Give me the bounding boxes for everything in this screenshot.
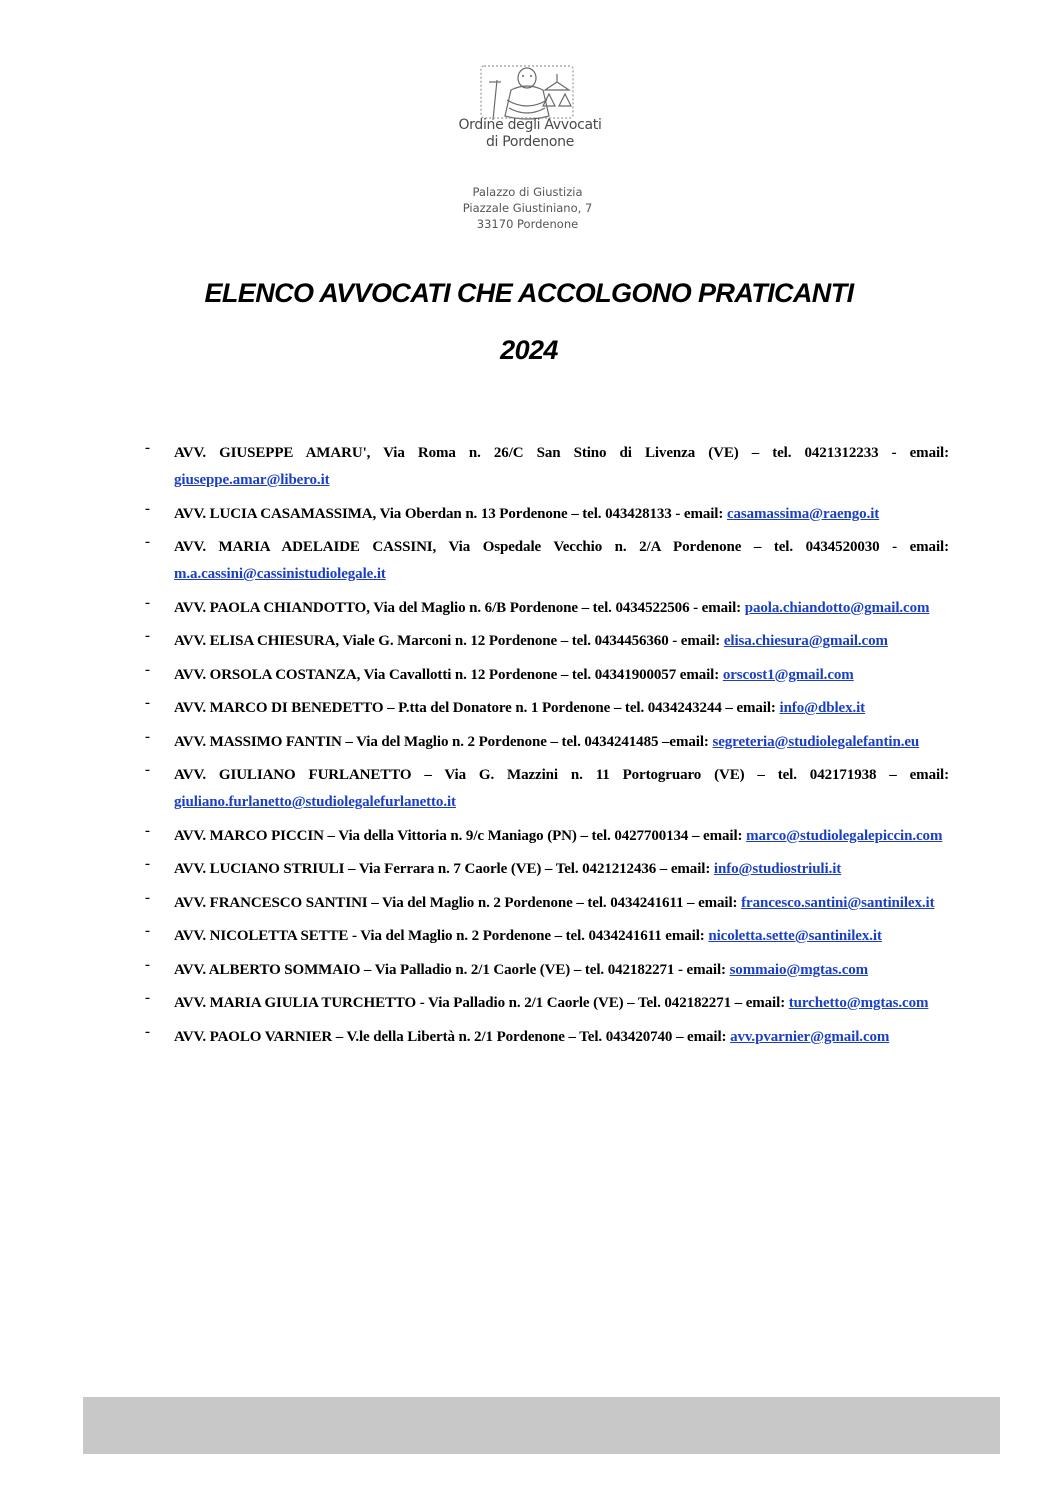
lawyer-entry [0, 501, 1058, 528]
list-marker: - [145, 695, 150, 711]
lawyer-details: AVV. GIULIANO FURLANETTO – Via G. Mazzini n. 11 Portogruaro (VE) – tel. 042171938 – email: [174, 767, 949, 783]
lawyer-details: AVV. ELISA CHIESURA, Viale G. Marconi n. 12 Pordenone – tel. 0434456360 - email: [174, 633, 721, 649]
lawyer-details: AVV. GIUSEPPE AMARU', Via Roma n. 26/C San Stino di Livenza (VE) – tel. 0421312233 - email: [174, 445, 949, 461]
email-link[interactable]: m.a.cassini@cassinistudiolegale.it [174, 566, 386, 582]
lawyer-entry [0, 440, 1058, 494]
lawyer-entry-text [174, 957, 949, 984]
justice-figure-seal-icon [437, 60, 617, 170]
footer-bar [83, 1397, 1000, 1454]
list-marker: - [145, 440, 150, 456]
list-marker: - [145, 728, 150, 745]
lawyer-list [0, 440, 1058, 1057]
email-link[interactable]: giuseppe.amar@libero.it [174, 472, 330, 488]
lawyer-entry-text [174, 595, 949, 622]
lawyer-details: AVV. MARIA GIULIA TURCHETTO - Via Palladio n. 2/1 Caorle (VE) – Tel. 042182271 – email: [174, 995, 786, 1011]
email-link[interactable]: sommaio@mgtas.com [729, 961, 869, 978]
lawyer-entry-text [174, 823, 949, 850]
lawyer-details: AVV. FRANCESCO SANTINI – Via del Maglio n. 2 Pordenone – tel. 0434241611 – email: [174, 894, 738, 911]
lawyer-entry-text [174, 856, 949, 883]
list-marker: - [145, 762, 150, 778]
address-line1: Palazzo di Giustizia [472, 185, 583, 199]
lawyer-entry-text [174, 890, 949, 917]
address-line3: 33170 Pordenone [476, 217, 579, 231]
org-name-line1: Ordine degli Avvocati [458, 117, 602, 133]
email-link[interactable]: turchetto@mgtas.com [788, 995, 929, 1011]
lawyer-entry [0, 628, 1058, 655]
lawyer-entry-text [174, 534, 949, 588]
lawyer-entry [0, 823, 1058, 850]
list-marker: - [145, 856, 150, 872]
lawyer-details: AVV. ALBERTO SOMMAIO – Via Palladio n. 2/1 Caorle (VE) – tel. 042182271 - email: [174, 961, 726, 978]
email-link[interactable]: elisa.chiesura@gmail.com [723, 633, 888, 649]
list-marker: - [145, 628, 150, 644]
email-link[interactable]: giuliano.furlanetto@studiolegalefurlanetto.it [174, 794, 456, 810]
email-link[interactable]: info@studiostriuli.it [713, 861, 842, 877]
lawyer-details: AVV. PAOLO VARNIER – V.le della Libertà n. 2/1 Pordenone – Tel. 043420740 – email: [174, 1028, 727, 1045]
document-title: ELENCO AVVOCATI CHE ACCOLGONO PRATICANTI [204, 278, 854, 308]
lawyer-entry [0, 1024, 1058, 1051]
org-name [450, 117, 610, 151]
lawyer-entry [0, 729, 1058, 756]
email-link[interactable]: francesco.santini@santinilex.it [741, 894, 935, 911]
lawyer-details: AVV. MARIA ADELAIDE CASSINI, Via Ospedale Vecchio n. 2/A Pordenone – tel. 0434520030 - email: [174, 539, 949, 555]
email-link[interactable]: paola.chiandotto@gmail.com [744, 599, 930, 616]
lawyer-details: AVV. NICOLETTA SETTE - Via del Maglio n. 2 Pordenone – tel. 0434241611 email: [174, 928, 705, 944]
lawyer-entry-text [174, 729, 949, 756]
email-link[interactable]: info@dblex.it [779, 700, 866, 716]
lawyer-entry-text [174, 662, 949, 689]
lawyer-entry-text [174, 440, 949, 494]
lawyer-entry [0, 534, 1058, 588]
list-marker: - [145, 661, 150, 678]
email-link[interactable]: avv.pvarnier@gmail.com [730, 1028, 890, 1045]
lawyer-details: AVV. ORSOLA COSTANZA, Via Cavallotti n. 12 Pordenone – tel. 04341900057 email: [174, 666, 720, 683]
email-link[interactable]: marco@studiolegalepiccin.com [746, 827, 943, 844]
lawyer-entry [0, 595, 1058, 622]
email-link[interactable]: casamassima@raengo.it [726, 505, 880, 522]
list-marker: - [145, 500, 150, 517]
lawyer-entry-text [174, 628, 949, 655]
lawyer-details: AVV. LUCIANO STRIULI – Via Ferrara n. 7 Caorle (VE) – Tel. 0421212436 – email: [174, 861, 711, 877]
lawyer-entry-text [174, 1024, 949, 1051]
lawyer-details: AVV. MARCO DI BENEDETTO – P.tta del Donatore n. 1 Pordenone – tel. 0434243244 – email: [174, 700, 776, 716]
lawyer-entry-text [174, 501, 949, 528]
lawyer-details: AVV. LUCIA CASAMASSIMA, Via Oberdan n. 13 Pordenone – tel. 043428133 - email: [174, 505, 724, 522]
document-year: 2024 [500, 335, 558, 365]
list-marker: - [145, 990, 150, 1006]
lawyer-entry [0, 662, 1058, 689]
list-marker: - [145, 822, 150, 839]
lawyer-entry [0, 957, 1058, 984]
lawyer-entry-text [174, 695, 949, 722]
lawyer-entry-text [174, 762, 949, 816]
list-marker: - [145, 594, 150, 611]
lawyer-entry [0, 890, 1058, 917]
lawyer-entry [0, 762, 1058, 816]
list-marker: - [145, 889, 150, 906]
list-marker: - [145, 534, 150, 550]
list-marker: - [145, 1023, 150, 1040]
org-name-line2: di Pordenone [485, 134, 575, 150]
email-link[interactable]: segreteria@studiolegalefantin.eu [712, 733, 920, 750]
lawyer-entry-text [174, 923, 949, 950]
email-link[interactable]: nicoletta.sette@santinilex.it [708, 928, 882, 944]
lawyer-entry [0, 856, 1058, 883]
email-link[interactable]: orscost1@gmail.com [722, 666, 854, 683]
address-line2: Piazzale Giustiniano, 7 [462, 201, 593, 215]
list-marker: - [145, 923, 150, 939]
lawyer-entry-text [174, 990, 949, 1017]
list-marker: - [145, 956, 150, 973]
lawyer-details: AVV. MARCO PICCIN – Via della Vittoria n. 9/c Maniago (PN) – tel. 0427700134 – email: [174, 827, 743, 844]
lawyer-entry [0, 990, 1058, 1017]
lawyer-entry [0, 923, 1058, 950]
address-block [410, 184, 645, 232]
lawyer-entry [0, 695, 1058, 722]
lawyer-details: AVV. MASSIMO FANTIN – Via del Maglio n. 2 Pordenone – tel. 0434241485 –email: [174, 733, 709, 750]
lawyer-details: AVV. PAOLA CHIANDOTTO, Via del Maglio n. 6/B Pordenone – tel. 0434522506 - email: [174, 599, 742, 616]
bar-association-logo [437, 60, 617, 170]
